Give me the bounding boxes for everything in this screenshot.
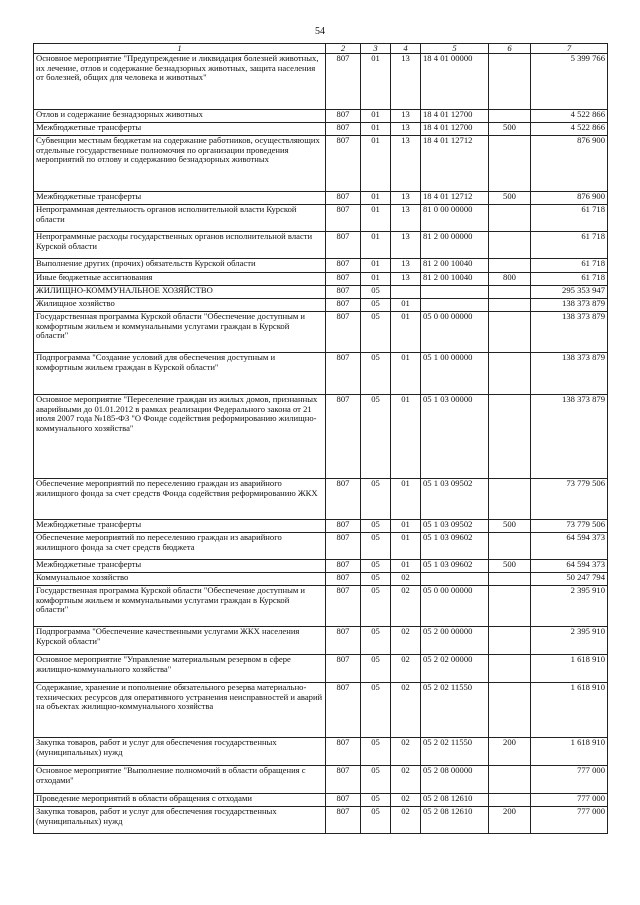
table-row — [34, 110, 608, 123]
target-code: 05 1 03 09602 — [421, 533, 489, 560]
subsection-code: 13 — [391, 54, 421, 110]
expense-type: 500 — [489, 560, 531, 573]
subsection-code: 02 — [391, 807, 421, 834]
row-name: Непрограммная деятельность органов исполнительной власти Курской области — [34, 205, 326, 232]
table-row — [34, 299, 608, 312]
target-code: 05 2 02 11550 — [421, 683, 489, 738]
amount: 61 718 — [531, 259, 608, 273]
row-name: Содержание, хранение и пополнение обязательного резерва материально-технических ресурсов для оперативного устранения неисправностей и аварий на объектах жилищно-коммунального хозяйства — [34, 683, 326, 738]
expense-type: 200 — [489, 738, 531, 766]
subsection-code: 02 — [391, 655, 421, 683]
section-code: 05 — [361, 533, 391, 560]
ministry-code: 807 — [326, 533, 361, 560]
section-code: 05 — [361, 560, 391, 573]
section-code: 05 — [361, 807, 391, 834]
section-code: 05 — [361, 479, 391, 520]
expense-type — [489, 479, 531, 520]
amount: 5 399 766 — [531, 54, 608, 110]
subsection-code: 01 — [391, 312, 421, 353]
ministry-code: 807 — [326, 312, 361, 353]
target-code: 05 1 03 09502 — [421, 520, 489, 533]
table-row — [34, 312, 608, 353]
table-row — [34, 794, 608, 807]
table-row — [34, 123, 608, 136]
ministry-code: 807 — [326, 232, 361, 259]
expense-type: 500 — [489, 520, 531, 533]
expense-type — [489, 299, 531, 312]
expense-type — [489, 573, 531, 586]
ministry-code: 807 — [326, 192, 361, 205]
section-code: 05 — [361, 766, 391, 794]
target-code: 05 0 00 00000 — [421, 312, 489, 353]
target-code: 18 4 01 12700 — [421, 123, 489, 136]
column-header: 2 — [326, 44, 361, 54]
amount: 1 618 910 — [531, 738, 608, 766]
row-name: Жилищное хозяйство — [34, 299, 326, 312]
target-code — [421, 573, 489, 586]
subsection-code: 01 — [391, 299, 421, 312]
row-name: Субвенции местным бюджетам на содержание работников, осуществляющих отдельные государственные полномочия по организации проведения мероприятий по отлову и содержанию безнадзорных животных — [34, 136, 326, 192]
table-row — [34, 807, 608, 834]
section-code: 01 — [361, 259, 391, 273]
expense-type: 500 — [489, 123, 531, 136]
column-header: 7 — [531, 44, 608, 54]
table-body — [34, 54, 608, 834]
subsection-code: 13 — [391, 123, 421, 136]
row-name: Основное мероприятие "Выполнение полномочий в области обращения с отходами" — [34, 766, 326, 794]
section-code: 01 — [361, 205, 391, 232]
table-row — [34, 627, 608, 655]
subsection-code: 01 — [391, 395, 421, 479]
section-code: 05 — [361, 312, 391, 353]
expense-type: 500 — [489, 192, 531, 205]
expense-type — [489, 205, 531, 232]
subsection-code: 01 — [391, 479, 421, 520]
ministry-code: 807 — [326, 259, 361, 273]
row-name: ЖИЛИЩНО-КОММУНАЛЬНОЕ ХОЗЯЙСТВО — [34, 286, 326, 299]
section-code: 05 — [361, 286, 391, 299]
target-code: 81 0 00 00000 — [421, 205, 489, 232]
amount: 73 779 506 — [531, 520, 608, 533]
target-code: 05 0 00 00000 — [421, 586, 489, 627]
subsection-code: 13 — [391, 192, 421, 205]
ministry-code: 807 — [326, 395, 361, 479]
amount: 4 522 866 — [531, 123, 608, 136]
target-code: 05 2 00 00000 — [421, 627, 489, 655]
expense-type — [489, 110, 531, 123]
target-code: 05 2 08 12610 — [421, 794, 489, 807]
expense-type — [489, 232, 531, 259]
table-row — [34, 54, 608, 110]
target-code: 81 2 00 00000 — [421, 232, 489, 259]
row-name: Основное мероприятие "Предупреждение и ликвидация болезней животных, их лечение, отлов и содержание безнадзорных животных, защита населения от болезней, общих для человека и животных" — [34, 54, 326, 110]
amount: 61 718 — [531, 232, 608, 259]
section-code: 05 — [361, 353, 391, 395]
target-code: 18 4 01 12712 — [421, 136, 489, 192]
section-code: 01 — [361, 192, 391, 205]
amount: 876 900 — [531, 136, 608, 192]
section-code: 01 — [361, 273, 391, 286]
ministry-code: 807 — [326, 573, 361, 586]
target-code: 18 4 01 00000 — [421, 54, 489, 110]
column-header: 3 — [361, 44, 391, 54]
row-name: Основное мероприятие "Переселение граждан из жилых домов, признанных аварийными до 01.01.2012 в рамках реализации Федерального закона от 21 июля 2007 года №185-ФЗ "О Фонде содействия реформированию жилищно-коммунального хозяйства" — [34, 395, 326, 479]
expense-type — [489, 395, 531, 479]
table-row — [34, 520, 608, 533]
table-row — [34, 192, 608, 205]
subsection-code: 01 — [391, 560, 421, 573]
amount: 138 373 879 — [531, 395, 608, 479]
target-code: 05 1 00 00000 — [421, 353, 489, 395]
section-code: 05 — [361, 395, 391, 479]
row-name: Закупка товаров, работ и услуг для обеспечения государственных (муниципальных) нужд — [34, 807, 326, 834]
table-row — [34, 259, 608, 273]
ministry-code: 807 — [326, 353, 361, 395]
target-code: 18 4 01 12712 — [421, 192, 489, 205]
subsection-code: 01 — [391, 520, 421, 533]
row-name: Межбюджетные трансферты — [34, 123, 326, 136]
expense-type — [489, 794, 531, 807]
section-code: 01 — [361, 123, 391, 136]
expense-type — [489, 655, 531, 683]
section-code: 05 — [361, 520, 391, 533]
ministry-code: 807 — [326, 273, 361, 286]
target-code: 05 1 03 09602 — [421, 560, 489, 573]
amount: 138 373 879 — [531, 353, 608, 395]
table-row — [34, 655, 608, 683]
subsection-code: 13 — [391, 273, 421, 286]
section-code: 05 — [361, 655, 391, 683]
row-name: Основное мероприятие "Управление материальным резервом в сфере жилищно-коммунального хозяйства" — [34, 655, 326, 683]
column-header: 5 — [421, 44, 489, 54]
target-code — [421, 299, 489, 312]
ministry-code: 807 — [326, 299, 361, 312]
amount: 2 395 910 — [531, 586, 608, 627]
amount: 73 779 506 — [531, 479, 608, 520]
table-row — [34, 286, 608, 299]
amount: 61 718 — [531, 273, 608, 286]
ministry-code: 807 — [326, 110, 361, 123]
section-code: 01 — [361, 232, 391, 259]
amount: 64 594 373 — [531, 560, 608, 573]
budget-table — [33, 43, 608, 834]
row-name: Коммунальное хозяйство — [34, 573, 326, 586]
ministry-code: 807 — [326, 627, 361, 655]
target-code: 05 2 08 12610 — [421, 807, 489, 834]
subsection-code: 01 — [391, 533, 421, 560]
subsection-code: 02 — [391, 766, 421, 794]
table-row — [34, 232, 608, 259]
amount: 777 000 — [531, 766, 608, 794]
target-code: 18 4 01 12700 — [421, 110, 489, 123]
column-header: 1 — [34, 44, 326, 54]
expense-type — [489, 683, 531, 738]
expense-type — [489, 136, 531, 192]
section-code: 01 — [361, 54, 391, 110]
expense-type — [489, 286, 531, 299]
row-name: Межбюджетные трансферты — [34, 192, 326, 205]
amount: 777 000 — [531, 794, 608, 807]
section-code: 01 — [361, 136, 391, 192]
page-number: 54 — [315, 26, 325, 37]
row-name: Иные бюджетные ассигнования — [34, 273, 326, 286]
table-row — [34, 560, 608, 573]
subsection-code — [391, 286, 421, 299]
expense-type — [489, 54, 531, 110]
amount: 295 353 947 — [531, 286, 608, 299]
column-header: 4 — [391, 44, 421, 54]
subsection-code: 02 — [391, 627, 421, 655]
target-code — [421, 286, 489, 299]
amount: 4 522 866 — [531, 110, 608, 123]
table-row — [34, 586, 608, 627]
ministry-code: 807 — [326, 683, 361, 738]
ministry-code: 807 — [326, 794, 361, 807]
subsection-code: 02 — [391, 573, 421, 586]
section-code: 05 — [361, 586, 391, 627]
amount: 138 373 879 — [531, 299, 608, 312]
table-row — [34, 738, 608, 766]
amount: 61 718 — [531, 205, 608, 232]
ministry-code: 807 — [326, 136, 361, 192]
subsection-code: 01 — [391, 353, 421, 395]
table-row — [34, 533, 608, 560]
section-code: 05 — [361, 627, 391, 655]
table-row — [34, 479, 608, 520]
amount: 64 594 373 — [531, 533, 608, 560]
section-code: 05 — [361, 683, 391, 738]
section-code: 05 — [361, 573, 391, 586]
target-code: 05 2 02 11550 — [421, 738, 489, 766]
expense-type: 200 — [489, 807, 531, 834]
row-name: Государственная программа Курской области "Обеспечение доступным и комфортным жильем и коммунальными услугами граждан в Курской области" — [34, 312, 326, 353]
subsection-code: 13 — [391, 136, 421, 192]
amount: 1 618 910 — [531, 683, 608, 738]
expense-type — [489, 259, 531, 273]
target-code: 81 2 00 10040 — [421, 273, 489, 286]
subsection-code: 13 — [391, 205, 421, 232]
expense-type — [489, 586, 531, 627]
row-name: Обеспечение мероприятий по переселению граждан из аварийного жилищного фонда за счет средств бюджета — [34, 533, 326, 560]
amount: 1 618 910 — [531, 655, 608, 683]
ministry-code: 807 — [326, 286, 361, 299]
row-name: Непрограммные расходы государственных органов исполнительной власти Курской области — [34, 232, 326, 259]
expense-type — [489, 627, 531, 655]
row-name: Выполнение других (прочих) обязательств Курской области — [34, 259, 326, 273]
ministry-code: 807 — [326, 54, 361, 110]
subsection-code: 02 — [391, 738, 421, 766]
table-row — [34, 353, 608, 395]
ministry-code: 807 — [326, 586, 361, 627]
amount: 50 247 794 — [531, 573, 608, 586]
expense-type — [489, 766, 531, 794]
row-name: Обеспечение мероприятий по переселению граждан из аварийного жилищного фонда за счет средств Фонда содействия реформированию ЖКХ — [34, 479, 326, 520]
row-name: Государственная программа Курской области "Обеспечение доступным и комфортным жильем и коммунальными услугами граждан в Курской области" — [34, 586, 326, 627]
section-code: 01 — [361, 110, 391, 123]
subsection-code: 13 — [391, 232, 421, 259]
table-row — [34, 683, 608, 738]
ministry-code: 807 — [326, 520, 361, 533]
subsection-code: 02 — [391, 586, 421, 627]
row-name: Межбюджетные трансферты — [34, 520, 326, 533]
row-name: Межбюджетные трансферты — [34, 560, 326, 573]
amount: 2 395 910 — [531, 627, 608, 655]
expense-type — [489, 353, 531, 395]
ministry-code: 807 — [326, 560, 361, 573]
target-code: 05 1 03 00000 — [421, 395, 489, 479]
target-code: 81 2 00 10040 — [421, 259, 489, 273]
amount: 876 900 — [531, 192, 608, 205]
amount: 138 373 879 — [531, 312, 608, 353]
expense-type — [489, 312, 531, 353]
subsection-code: 02 — [391, 794, 421, 807]
subsection-code: 13 — [391, 259, 421, 273]
table-row — [34, 395, 608, 479]
row-name: Подпрограмма "Создание условий для обеспечения доступным и комфортным жильем граждан в Курской области" — [34, 353, 326, 395]
table-row — [34, 766, 608, 794]
table-row — [34, 273, 608, 286]
ministry-code: 807 — [326, 766, 361, 794]
target-code: 05 1 03 09502 — [421, 479, 489, 520]
subsection-code: 13 — [391, 110, 421, 123]
section-code: 05 — [361, 794, 391, 807]
subsection-code: 02 — [391, 683, 421, 738]
row-name: Проведение мероприятий в области обращения с отходами — [34, 794, 326, 807]
row-name: Закупка товаров, работ и услуг для обеспечения государственных (муниципальных) нужд — [34, 738, 326, 766]
expense-type: 800 — [489, 273, 531, 286]
table-row — [34, 205, 608, 232]
ministry-code: 807 — [326, 738, 361, 766]
target-code: 05 2 08 00000 — [421, 766, 489, 794]
table-row — [34, 573, 608, 586]
amount: 777 000 — [531, 807, 608, 834]
column-header-row — [34, 44, 608, 54]
ministry-code: 807 — [326, 655, 361, 683]
table-row — [34, 136, 608, 192]
row-name: Подпрограмма "Обеспечение качественными услугами ЖКХ населения Курской области" — [34, 627, 326, 655]
section-code: 05 — [361, 299, 391, 312]
ministry-code: 807 — [326, 479, 361, 520]
ministry-code: 807 — [326, 123, 361, 136]
target-code: 05 2 02 00000 — [421, 655, 489, 683]
ministry-code: 807 — [326, 205, 361, 232]
ministry-code: 807 — [326, 807, 361, 834]
row-name: Отлов и содержание безнадзорных животных — [34, 110, 326, 123]
section-code: 05 — [361, 738, 391, 766]
expense-type — [489, 533, 531, 560]
column-header: 6 — [489, 44, 531, 54]
